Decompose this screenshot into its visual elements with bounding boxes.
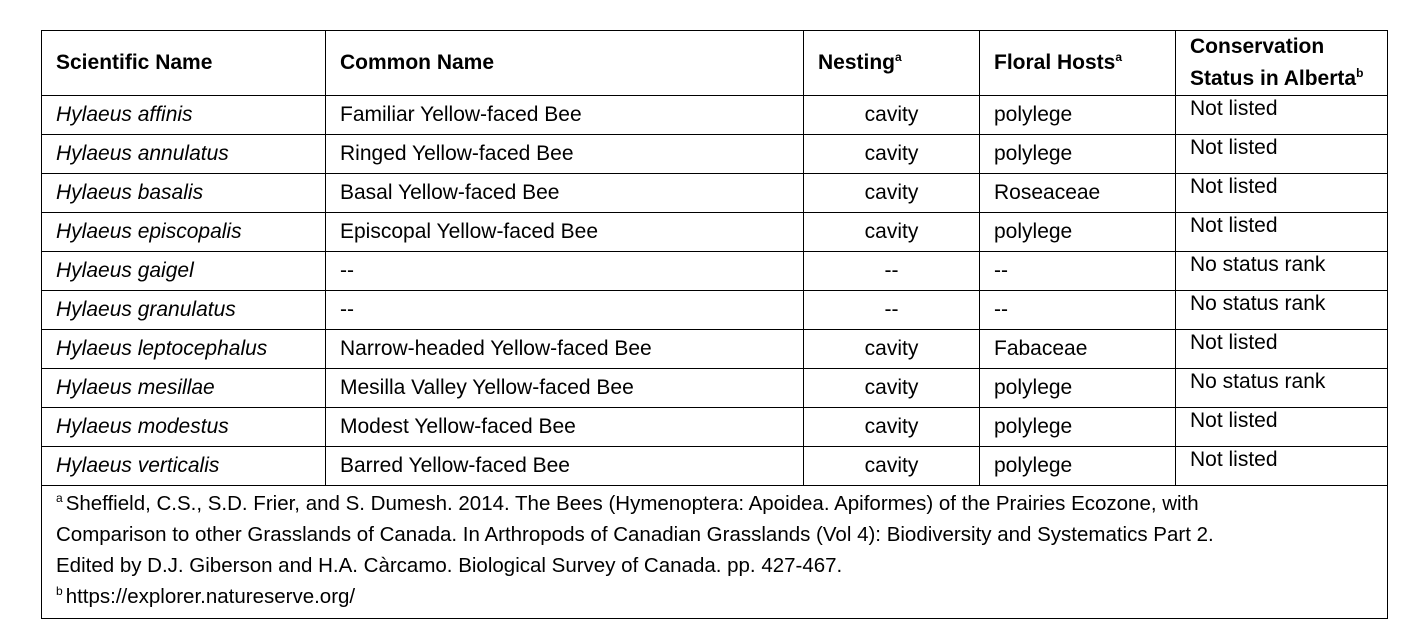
footnote-a-line-3: Edited by D.J. Giberson and H.A. Càrcamo. Biological Survey of Canada. pp. 427-467. — [56, 554, 843, 577]
nesting-cell: cavity — [804, 213, 980, 252]
table-row — [42, 174, 1388, 213]
header-conservation-footnote-mark: b — [1356, 66, 1364, 80]
footnote-a-line-1: $^a$ Sheffield, C.S., S.D. Frier, and S. Dumesh. 2014. The Bees (Hymenoptera: Apoidea. Apiformes) of the Prairies Ecozone, with — [56, 491, 1199, 515]
common-name-cell: -- — [326, 252, 804, 291]
floral-hosts-cell: polylege — [980, 369, 1176, 408]
common-name-cell: Barred Yellow-faced Bee — [326, 447, 804, 486]
table-row — [42, 291, 1388, 330]
conservation-status-cell: Not listed — [1176, 330, 1388, 369]
conservation-status-cell: Not listed — [1176, 96, 1388, 135]
scientific-name-cell: Hylaeus affinis — [42, 96, 326, 135]
footnotes-cell — [42, 486, 1388, 619]
scientific-name-cell: Hylaeus leptocephalus — [42, 330, 326, 369]
natureserve-link[interactable]: https://explorer.natureserve.org/ — [65, 585, 356, 608]
scientific-name-cell: Hylaeus mesillae — [42, 369, 326, 408]
nesting-cell: -- — [804, 291, 980, 330]
floral-hosts-cell: -- — [980, 291, 1176, 330]
species-table-container — [41, 30, 1387, 619]
common-name-cell: -- — [326, 291, 804, 330]
header-conservation-status: Conservation Status in Alberta$^b$ — [1176, 31, 1388, 96]
header-scientific-name: Scientific Name — [42, 31, 326, 96]
table-row — [42, 408, 1388, 447]
table-row — [42, 96, 1388, 135]
table-row — [42, 252, 1388, 291]
table-row — [42, 447, 1388, 486]
conservation-status-cell: No status rank — [1176, 291, 1388, 330]
common-name-cell: Narrow-headed Yellow-faced Bee — [326, 330, 804, 369]
floral-hosts-cell: Fabaceae — [980, 330, 1176, 369]
table-row — [42, 369, 1388, 408]
conservation-status-cell: Not listed — [1176, 408, 1388, 447]
floral-hosts-cell: -- — [980, 252, 1176, 291]
common-name-cell: Ringed Yellow-faced Bee — [326, 135, 804, 174]
table-row — [42, 135, 1388, 174]
scientific-name-cell: Hylaeus episcopalis — [42, 213, 326, 252]
nesting-cell: cavity — [804, 408, 980, 447]
nesting-cell: cavity — [804, 96, 980, 135]
floral-hosts-cell: polylege — [980, 447, 1176, 486]
conservation-status-cell: No status rank — [1176, 369, 1388, 408]
header-floral-hosts-footnote-mark: a — [1115, 50, 1123, 64]
scientific-name-cell: Hylaeus granulatus — [42, 291, 326, 330]
scientific-name-cell: Hylaeus verticalis — [42, 447, 326, 486]
header-floral-hosts: Floral Hosts$^a$ — [980, 31, 1176, 96]
table-row — [42, 213, 1388, 252]
footnote-a-mark: a — [56, 491, 63, 506]
common-name-cell: Mesilla Valley Yellow-faced Bee — [326, 369, 804, 408]
header-nesting-footnote-mark: a — [895, 50, 902, 64]
footnote-a-line-2: Comparison to other Grasslands of Canada. In Arthropods of Canadian Grasslands (Vol 4): Biodiversity and Systematics Part 2. — [56, 523, 1214, 546]
floral-hosts-cell: polylege — [980, 213, 1176, 252]
common-name-cell: Basal Yellow-faced Bee — [326, 174, 804, 213]
floral-hosts-cell: polylege — [980, 135, 1176, 174]
footnote-b-mark: b — [56, 584, 63, 599]
scientific-name-cell: Hylaeus annulatus — [42, 135, 326, 174]
conservation-status-cell: Not listed — [1176, 447, 1388, 486]
floral-hosts-cell: polylege — [980, 408, 1176, 447]
conservation-status-cell: Not listed — [1176, 174, 1388, 213]
hylaeus-species-table — [41, 30, 1388, 619]
nesting-cell: cavity — [804, 447, 980, 486]
table-row — [42, 330, 1388, 369]
nesting-cell: cavity — [804, 369, 980, 408]
conservation-status-cell: Not listed — [1176, 135, 1388, 174]
nesting-cell: cavity — [804, 135, 980, 174]
floral-hosts-cell: polylege — [980, 96, 1176, 135]
nesting-cell: cavity — [804, 330, 980, 369]
scientific-name-cell: Hylaeus modestus — [42, 408, 326, 447]
header-nesting: Nesting$^a$ — [804, 31, 980, 96]
conservation-status-cell: No status rank — [1176, 252, 1388, 291]
common-name-cell: Modest Yellow-faced Bee — [326, 408, 804, 447]
nesting-cell: cavity — [804, 174, 980, 213]
scientific-name-cell: Hylaeus gaigel — [42, 252, 326, 291]
footnotes-row — [42, 486, 1388, 619]
floral-hosts-cell: Roseaceae — [980, 174, 1176, 213]
header-row — [42, 31, 1388, 96]
nesting-cell: -- — [804, 252, 980, 291]
scientific-name-cell: Hylaeus basalis — [42, 174, 326, 213]
header-common-name: Common Name — [326, 31, 804, 96]
conservation-status-cell: Not listed — [1176, 213, 1388, 252]
common-name-cell: Episcopal Yellow-faced Bee — [326, 213, 804, 252]
footnote-b-line — [56, 581, 1373, 612]
common-name-cell: Familiar Yellow-faced Bee — [326, 96, 804, 135]
